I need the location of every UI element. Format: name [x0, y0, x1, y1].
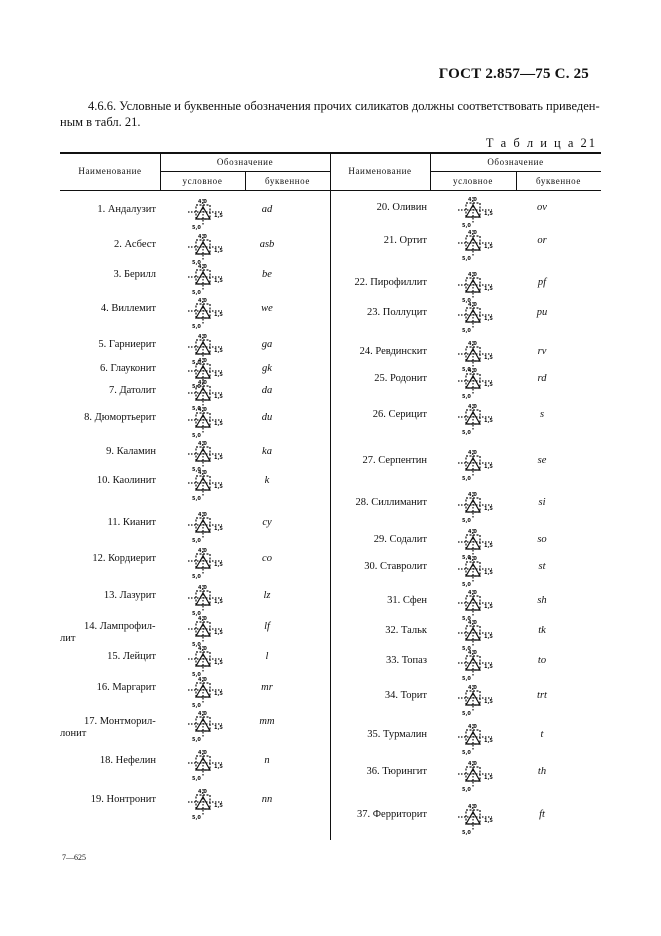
svg-text:4,0: 4,0 [468, 650, 477, 656]
mineral-name: 17. Монтморил- [84, 716, 156, 727]
mineral-name: 18. Нефелин [99, 755, 156, 766]
svg-text:4,0: 4,0 [198, 750, 207, 756]
svg-text:1,5: 1,5 [214, 764, 223, 770]
mineral-name: 30. Ставролит [364, 561, 427, 572]
mineral-name: 32. Тальк [385, 625, 427, 636]
footer-mark: 7—625 [62, 853, 86, 862]
svg-text:4,0: 4,0 [198, 585, 207, 591]
svg-text:5,0: 5,0 [462, 616, 471, 622]
right-row-name [330, 346, 427, 358]
svg-text:5,0: 5,0 [192, 776, 201, 782]
left-row-name [60, 794, 156, 806]
right-row-name [330, 655, 427, 667]
left-row-abbreviation: mr [261, 682, 273, 693]
svg-text:1,5: 1,5 [214, 394, 223, 400]
mineral-name: 7. Датолит [108, 385, 156, 396]
kyanite-symbol-icon [178, 510, 238, 544]
right-row-name [330, 235, 427, 247]
left-row-name [60, 553, 156, 565]
svg-text:1,5: 1,5 [484, 316, 493, 322]
mineral-name: 21. Ортит [383, 235, 427, 246]
tourmaline-symbol-icon [448, 722, 508, 756]
svg-text:1,5: 1,5 [484, 775, 493, 781]
mineral-name-continued: лонит [60, 728, 87, 739]
left-row-abbreviation: gk [262, 363, 272, 374]
svg-text:1,5: 1,5 [214, 630, 223, 636]
right-row-abbreviation: s [539, 409, 545, 420]
thorite-symbol-icon [448, 683, 508, 717]
serpentine-symbol-icon [448, 448, 508, 482]
left-row-abbreviation: lf [264, 621, 270, 632]
rhodonite-symbol-icon [448, 366, 508, 400]
svg-text:4,0: 4,0 [198, 264, 207, 270]
left-row-name [60, 385, 156, 397]
svg-text:1,5: 1,5 [484, 286, 493, 292]
right-row-name [330, 766, 427, 778]
svg-text:4,0: 4,0 [468, 404, 477, 410]
svg-text:1,5: 1,5 [214, 660, 223, 666]
right-row-name [330, 497, 427, 509]
mineral-name: 33. Топаз [385, 655, 427, 666]
svg-text:4,0: 4,0 [198, 334, 207, 340]
svg-text:4,0: 4,0 [468, 685, 477, 691]
mineral-name: 12. Кордиерит [92, 553, 156, 564]
staurolite-symbol-icon [448, 554, 508, 588]
mineral-name: 2. Асбест [114, 239, 156, 250]
svg-text:4,0: 4,0 [198, 441, 207, 447]
dumortierite-symbol-icon [178, 405, 238, 439]
mineral-name: 34. Торит [384, 690, 427, 701]
willemite-symbol-icon [178, 296, 238, 330]
mineral-name: 35. Турмалин [367, 729, 427, 740]
svg-text:1,5: 1,5 [484, 382, 493, 388]
thuringite-symbol-icon [448, 759, 508, 793]
svg-text:4,0: 4,0 [468, 556, 477, 562]
header-name-left: Наименование [78, 166, 142, 176]
right-row-abbreviation: th [537, 766, 547, 777]
svg-text:5,0: 5,0 [462, 582, 471, 588]
left-row-name [60, 590, 156, 602]
svg-text:5,0: 5,0 [192, 324, 201, 330]
left-row-abbreviation: mm [259, 716, 275, 727]
left-row-name [60, 446, 156, 458]
mineral-name: 5. Гарниерит [98, 339, 156, 350]
intro-line-1: 4.6.6. Условные и буквенные обозначения прочих силикатов должны соответствовать приведен- [88, 99, 600, 113]
svg-text:5,0: 5,0 [462, 711, 471, 717]
svg-text:5,0: 5,0 [192, 360, 201, 366]
header-letter-left: буквенное [265, 176, 310, 186]
right-row-abbreviation: pu [536, 307, 548, 318]
mineral-name: 9. Каламин [106, 446, 156, 457]
svg-text:5,0: 5,0 [462, 394, 471, 400]
svg-text:1,5: 1,5 [484, 244, 493, 250]
svg-text:4,0: 4,0 [468, 450, 477, 456]
svg-text:1,5: 1,5 [214, 455, 223, 461]
beryl-symbol-icon [178, 262, 238, 296]
svg-text:4,0: 4,0 [198, 789, 207, 795]
mineral-name: 1. Андалузит [97, 204, 156, 215]
svg-text:1,5: 1,5 [214, 599, 223, 605]
right-row-abbreviation: st [538, 561, 546, 572]
lamprophyllite-symbol-icon [178, 614, 238, 648]
left-row-abbreviation: l [265, 651, 269, 662]
mineral-name: 13. Лазурит [103, 590, 156, 601]
svg-text:4,0: 4,0 [198, 470, 207, 476]
svg-text:4,0: 4,0 [468, 761, 477, 767]
andalusite-symbol-icon [178, 197, 238, 231]
svg-text:4,0: 4,0 [198, 512, 207, 518]
svg-text:1,5: 1,5 [484, 818, 493, 824]
left-row-name [60, 303, 156, 315]
svg-text:5,0: 5,0 [462, 298, 471, 304]
svg-text:1,5: 1,5 [484, 543, 493, 549]
svg-text:4,0: 4,0 [198, 616, 207, 622]
right-row-abbreviation: se [537, 455, 547, 466]
svg-text:1,5: 1,5 [214, 562, 223, 568]
svg-text:4,0: 4,0 [198, 199, 207, 205]
svg-text:5,0: 5,0 [462, 787, 471, 793]
right-row-name [330, 202, 427, 214]
svg-text:5,0: 5,0 [192, 737, 201, 743]
svg-text:1,5: 1,5 [484, 418, 493, 424]
right-row-abbreviation: t [540, 729, 544, 740]
left-row-abbreviation: co [262, 553, 272, 564]
left-row-name [60, 339, 156, 351]
svg-text:5,0: 5,0 [192, 467, 201, 473]
svg-text:1,5: 1,5 [484, 699, 493, 705]
right-row-abbreviation: ov [537, 202, 547, 213]
svg-text:5,0: 5,0 [192, 703, 201, 709]
header-designation-right: Обозначение [487, 157, 544, 167]
mineral-name: 20. Оливин [376, 202, 427, 213]
left-row-abbreviation: ad [261, 204, 273, 215]
svg-text:1,5: 1,5 [484, 634, 493, 640]
left-row-name [60, 412, 156, 424]
svg-text:4,0: 4,0 [468, 804, 477, 810]
svg-text:1,5: 1,5 [484, 506, 493, 512]
svg-text:4,0: 4,0 [198, 358, 207, 364]
svg-text:4,0: 4,0 [468, 197, 477, 203]
asbestos-symbol-icon [178, 232, 238, 266]
svg-text:4,0: 4,0 [198, 677, 207, 683]
nepheline-symbol-icon [178, 748, 238, 782]
right-row-name [330, 595, 427, 607]
lazurite-symbol-icon [178, 583, 238, 617]
svg-text:5,0: 5,0 [192, 574, 201, 580]
svg-text:1,5: 1,5 [214, 312, 223, 318]
svg-text:1,5: 1,5 [484, 604, 493, 610]
topaz-symbol-icon [448, 648, 508, 682]
svg-text:5,0: 5,0 [192, 672, 201, 678]
svg-text:5,0: 5,0 [462, 555, 471, 561]
svg-text:1,5: 1,5 [214, 691, 223, 697]
svg-text:1,5: 1,5 [214, 725, 223, 731]
svg-text:5,0: 5,0 [192, 611, 201, 617]
svg-text:5,0: 5,0 [462, 328, 471, 334]
leucite-symbol-icon [178, 644, 238, 678]
montmorillonite-symbol-icon [178, 709, 238, 743]
mineral-name: 37. Ферриторит [357, 809, 427, 820]
pollucite-symbol-icon [448, 300, 508, 334]
olivine-symbol-icon [448, 195, 508, 229]
svg-text:5,0: 5,0 [192, 406, 201, 412]
left-row-abbreviation: cy [262, 517, 272, 528]
svg-text:1,5: 1,5 [214, 803, 223, 809]
svg-text:4,0: 4,0 [468, 341, 477, 347]
svg-text:4,0: 4,0 [468, 492, 477, 498]
margarite-symbol-icon [178, 675, 238, 709]
left-row-name [60, 716, 156, 740]
left-row-abbreviation: we [261, 303, 273, 314]
right-row-name [330, 809, 427, 821]
mineral-name: 19. Нонтронит [90, 794, 156, 805]
svg-text:1,5: 1,5 [214, 213, 223, 219]
right-row-name [330, 729, 427, 741]
left-row-abbreviation: be [262, 269, 272, 280]
svg-text:1,5: 1,5 [214, 348, 223, 354]
left-row-abbreviation: lz [263, 590, 271, 601]
svg-text:5,0: 5,0 [462, 518, 471, 524]
svg-text:1,5: 1,5 [484, 570, 493, 576]
left-row-name [60, 755, 156, 767]
svg-text:5,0: 5,0 [462, 367, 471, 373]
orthite-symbol-icon [448, 228, 508, 262]
left-row-name [60, 682, 156, 694]
mineral-name: 36. Тюрингит [366, 766, 427, 777]
svg-text:1,5: 1,5 [484, 211, 493, 217]
svg-text:1,5: 1,5 [484, 738, 493, 744]
mineral-name: 25. Родонит [374, 373, 427, 384]
svg-text:4,0: 4,0 [198, 234, 207, 240]
left-row-abbreviation: nn [261, 794, 273, 805]
svg-text:5,0: 5,0 [192, 260, 201, 266]
intro-line-2: ным в табл. 21. [60, 115, 141, 129]
header-designation-left: Обозначение [216, 157, 274, 167]
svg-text:1,5: 1,5 [484, 464, 493, 470]
right-row-abbreviation: pf [537, 277, 547, 288]
mineral-name: 31. Сфен [387, 595, 427, 606]
svg-text:4,0: 4,0 [468, 230, 477, 236]
right-row-name [330, 307, 427, 319]
sericite-symbol-icon [448, 402, 508, 436]
mineral-name: 16. Маргарит [96, 682, 156, 693]
svg-text:1,5: 1,5 [214, 278, 223, 284]
mineral-name: 23. Поллуцит [366, 307, 427, 318]
left-row-abbreviation: du [261, 412, 273, 423]
svg-text:5,0: 5,0 [192, 433, 201, 439]
svg-text:5,0: 5,0 [192, 496, 201, 502]
svg-text:4,0: 4,0 [198, 548, 207, 554]
svg-text:4,0: 4,0 [198, 298, 207, 304]
left-row-name [60, 517, 156, 529]
cordierite-symbol-icon [178, 546, 238, 580]
left-row-name [60, 204, 156, 216]
page-header: ГОСТ 2.857—75 С. 25 [438, 66, 589, 82]
svg-text:5,0: 5,0 [462, 223, 471, 229]
header-symbol-right: условное [453, 176, 493, 186]
right-row-abbreviation: sh [537, 595, 547, 606]
left-row-name [60, 651, 156, 663]
svg-text:1,5: 1,5 [214, 248, 223, 254]
svg-text:4,0: 4,0 [468, 368, 477, 374]
mineral-name: 24. Ревдинскит [359, 346, 427, 357]
right-row-name [330, 373, 427, 385]
svg-text:5,0: 5,0 [462, 476, 471, 482]
svg-text:5,0: 5,0 [192, 538, 201, 544]
left-row-abbreviation: k [264, 475, 270, 486]
svg-text:5,0: 5,0 [462, 646, 471, 652]
right-row-name [330, 534, 427, 546]
intro-paragraph [60, 98, 600, 130]
svg-text:4,0: 4,0 [198, 646, 207, 652]
mineral-name: 28. Силлиманит [355, 497, 427, 508]
svg-text:4,0: 4,0 [468, 272, 477, 278]
svg-text:4,0: 4,0 [468, 590, 477, 596]
right-row-name [330, 455, 427, 467]
sphene-symbol-icon [448, 588, 508, 622]
svg-text:5,0: 5,0 [192, 290, 201, 296]
svg-text:4,0: 4,0 [198, 407, 207, 413]
right-row-abbreviation: si [538, 497, 546, 508]
svg-text:5,0: 5,0 [192, 815, 201, 821]
mineral-name: 22. Пирофиллит [354, 277, 427, 288]
right-row-abbreviation: tk [538, 625, 546, 636]
svg-text:5,0: 5,0 [462, 430, 471, 436]
mineral-name: 26. Серицит [372, 409, 427, 420]
svg-text:5,0: 5,0 [192, 225, 201, 231]
header-letter-right: буквенное [536, 176, 581, 186]
mineral-name: 10. Каолинит [96, 475, 156, 486]
right-row-abbreviation: rv [537, 346, 547, 357]
header-symbol-left: условное [182, 176, 223, 186]
right-row-name [330, 625, 427, 637]
pyrophyllite-symbol-icon [448, 270, 508, 304]
left-row-abbreviation: asb [259, 239, 275, 250]
talc-symbol-icon [448, 618, 508, 652]
left-row-name [60, 621, 156, 645]
right-row-name [330, 409, 427, 421]
left-row-name [60, 363, 156, 375]
mineral-name-continued: лит [60, 633, 76, 644]
svg-text:4,0: 4,0 [468, 724, 477, 730]
left-row-abbreviation: ka [262, 446, 272, 457]
right-row-abbreviation: or [537, 235, 547, 246]
left-row-name [60, 239, 156, 251]
left-row-name [60, 475, 156, 487]
svg-text:5,0: 5,0 [192, 642, 201, 648]
kaolinite-symbol-icon [178, 468, 238, 502]
mineral-name: 6. Глауконит [99, 363, 156, 374]
right-row-name [330, 561, 427, 573]
svg-text:4,0: 4,0 [468, 529, 477, 535]
svg-text:1,5: 1,5 [214, 526, 223, 532]
nontronite-symbol-icon [178, 787, 238, 821]
right-row-abbreviation: so [537, 534, 547, 545]
left-row-abbreviation: n [264, 755, 270, 766]
table-caption: Т а б л и ц а 21 [485, 136, 597, 150]
svg-text:5,0: 5,0 [462, 830, 471, 836]
right-row-abbreviation: rd [537, 373, 547, 384]
svg-text:4,0: 4,0 [468, 302, 477, 308]
svg-text:1,5: 1,5 [484, 664, 493, 670]
right-row-name [330, 277, 427, 289]
svg-text:5,0: 5,0 [462, 256, 471, 262]
mineral-name: 14. Лампрофил- [84, 621, 156, 632]
left-row-abbreviation: da [261, 385, 273, 396]
left-row-name [60, 269, 156, 281]
mineral-name: 11. Кианит [107, 517, 156, 528]
mineral-name: 15. Лейцит [107, 651, 156, 662]
svg-text:1,5: 1,5 [214, 372, 223, 378]
svg-text:4,0: 4,0 [198, 380, 207, 386]
svg-text:1,5: 1,5 [484, 355, 493, 361]
right-row-name [330, 690, 427, 702]
mineral-name: 4. Виллемит [100, 303, 156, 314]
svg-text:1,5: 1,5 [214, 484, 223, 490]
right-row-abbreviation: to [537, 655, 547, 666]
right-row-abbreviation: ft [539, 809, 545, 820]
svg-text:5,0: 5,0 [462, 750, 471, 756]
svg-text:5,0: 5,0 [192, 384, 201, 390]
mineral-name: 3. Берилл [113, 269, 156, 280]
mineral-name: 27. Серпентин [362, 455, 427, 466]
right-row-abbreviation: trt [537, 690, 547, 701]
ferrithorite-symbol-icon [448, 802, 508, 836]
header-name-right: Наименование [348, 166, 412, 176]
mineral-name: 8. Дюмортьерит [84, 412, 156, 423]
svg-text:4,0: 4,0 [198, 711, 207, 717]
left-row-abbreviation: ga [261, 339, 273, 350]
sillimanite-symbol-icon [448, 490, 508, 524]
mineral-name: 29. Содалит [373, 534, 427, 545]
svg-text:1,5: 1,5 [214, 421, 223, 427]
svg-text:4,0: 4,0 [468, 620, 477, 626]
svg-text:5,0: 5,0 [462, 676, 471, 682]
